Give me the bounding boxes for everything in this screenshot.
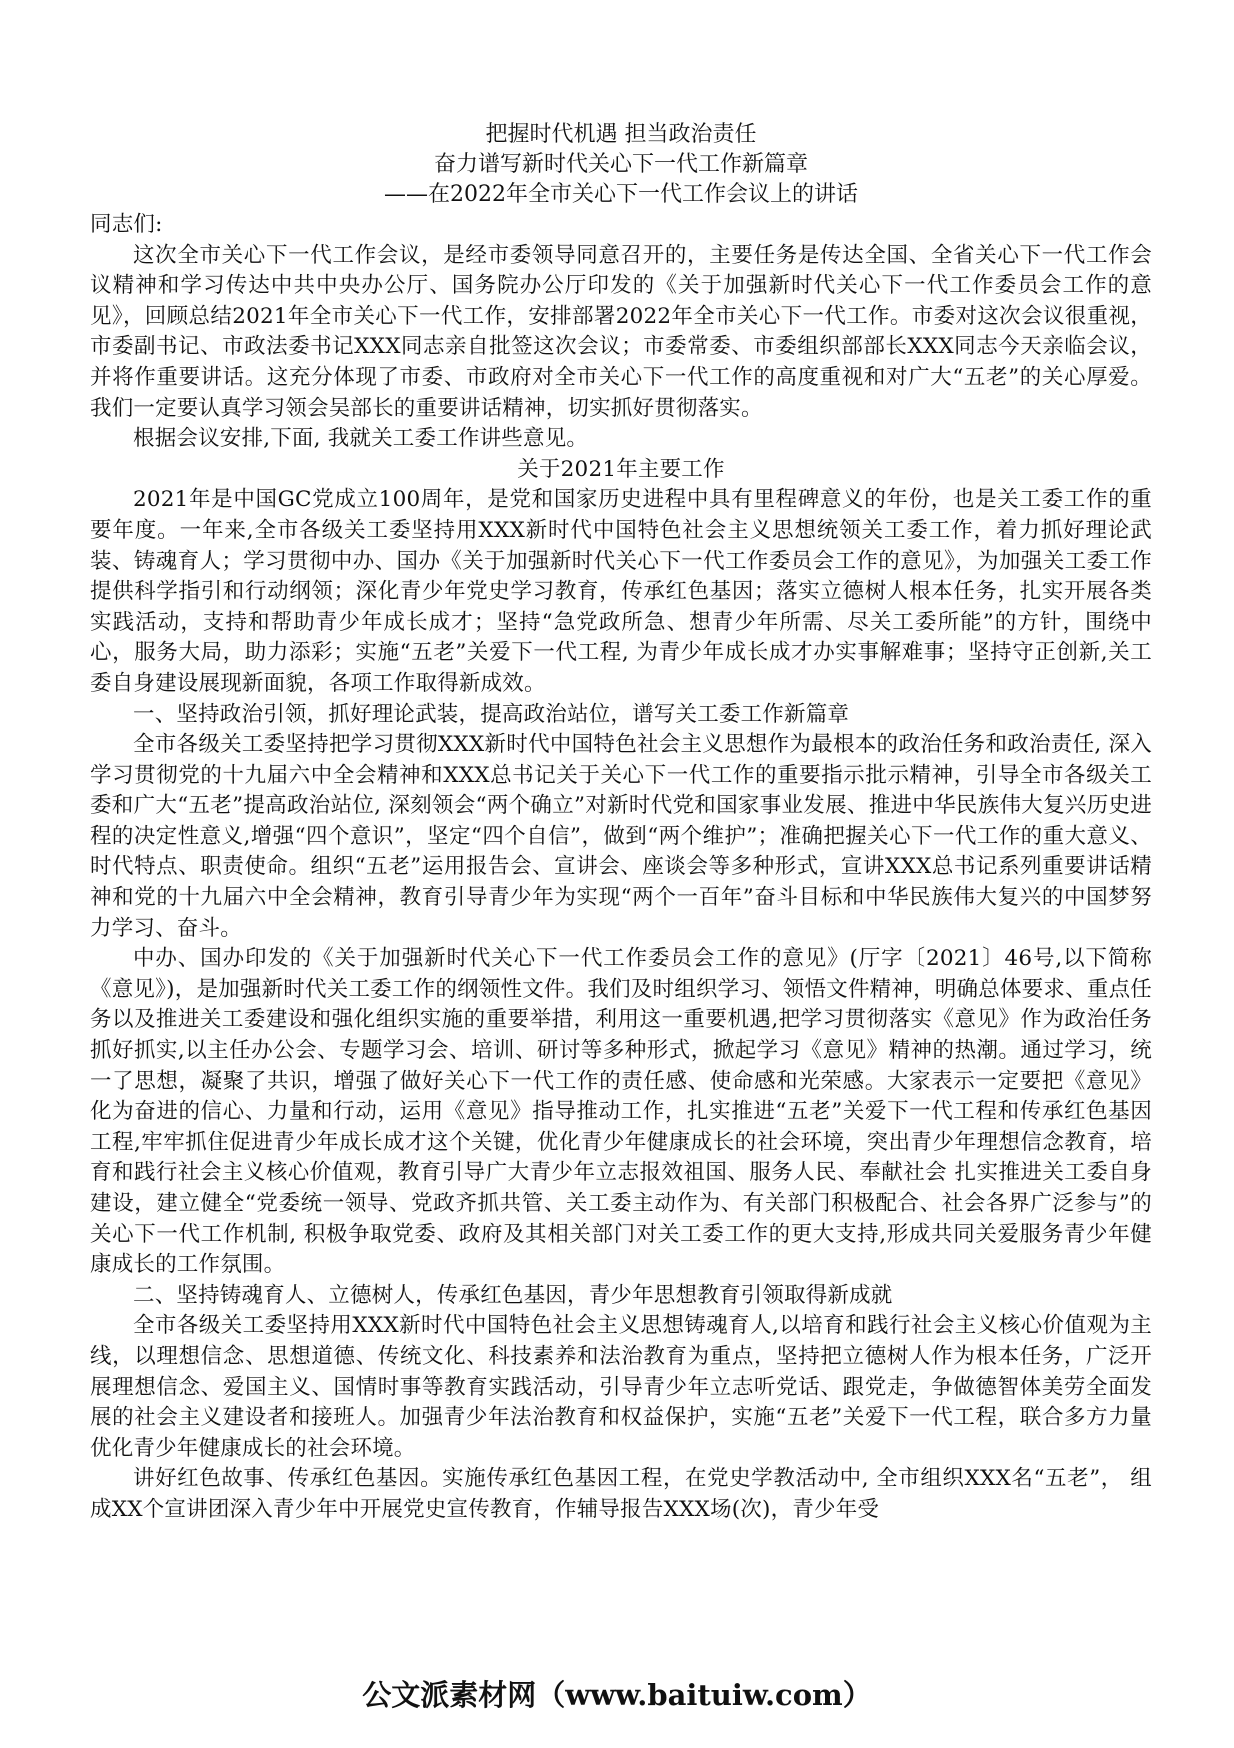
paragraph: 这次全市关心下一代工作会议，是经市委领导同意召开的，主要任务是传达全国、全省关心下一代工作会议精神和学习传达中共中央办公厅、国务院办公厅印发的《关于加强新时代关心下一代工作委员会工作的意见》，回顾总结2021年全市关心下一代工作，安排部署2022年全市关心下一代工作。市委对这次会议很重视，市委副书记、市政法委书记XXX同志亲自批签这次会议；市委常委、市委组织部部长XXX同志今天亲临会议，并将作重要讲话。这充分体现了市委、市政府对全市关心下一代工作的高度重视和对广大“五老”的关心厚爱。我们一定要认真学习领会吴部长的重要讲话精神，切实抓好贯彻落实。 bbox=[90, 242, 1152, 421]
paragraph: 2021年是中国GC党成立100周年，是党和国家历史进程中具有里程碑意义的年份，也是关工委工作的重要年度。一年来,全市各级关工委坚持用XXX新时代中国特色社会主义思想统领关工委工作，着力抓好理论武装、铸魂育人；学习贯彻中办、国办《关于加强新时代关心下一代工作委员会工作的意见》，为加强关工委工作提供科学指引和行动纲领；深化青少年党史学习教育，传承红色基因；落实立德树人根本任务，扎实开展各类实践活动，支持和帮助青少年成长成才；坚持“急党政所急、想青少年所需、尽关工委所能”的方针，围绕中心，服务大局，助力添彩；实施“五老”关爱下一代工程, 为青少年成长成才办实事解难事；坚持守正创新,关工委自身建设展现新面貌，各项工作取得新成效。 bbox=[90, 487, 1152, 696]
subheading: 一、坚持政治引领，抓好理论武装，提高政治站位，谱写关工委工作新篇章 bbox=[133, 701, 850, 727]
paragraph: 全市各级关工委坚持用XXX新时代中国特色社会主义思想铸魂育人,以培育和践行社会主义核心价值观为主线，以理想信念、思想道德、传统文化、科技素养和法治教育为重点，坚持把立德树人作为根本任务，广泛开展理想信念、爱国主义、国情时事等教育实践活动，引导青少年立志听党话、跟党走，争做德智体美劳全面发展的社会主义建设者和接班人。加强青少年法治教育和权益保护，实施“五老”关爱下一代工程，联合多方力量优化青少年健康成长的社会环境。 bbox=[90, 1313, 1152, 1461]
paragraph: 中办、国办印发的《关于加强新时代关心下一代工作委员会工作的意见》(厅字〔2021〕46号,以下简称《意见》)，是加强新时代关工委工作的纲领性文件。我们及时组织学习、领悟文件精神，明确总体要求、重点任务以及推进关工委建设和强化组织实施的重要举措，利用这一重要机遇,把学习贯彻落实《意见》作为政治任务抓好抓实,以主任办公会、专题学习会、培训、研讨等多种形式，掀起学习《意见》精神的热潮。通过学习，统一了思想，凝聚了共识，增强了做好关心下一代工作的责任感、使命感和光荣感。大家表示一定要把《意见》化为奋进的信心、力量和行动，运用《意见》指导推动工作，扎实推进“五老”关爱下一代工程和传承红色基因工程,牢牢抓住促进青少年成长成才这个关键，优化青少年健康成长的社会环境，突出青少年理想信念教育，培育和践行社会主义核心价值观，教育引导广大青少年立志报效祖国、服务人民、奉献社会 扎实推进关工委自身建设，建立健全“党委统一领导、党政齐抓共管、关工委主动作为、有关部门积极配合、社会各界广泛参与”的关心下一代工作机制, 积极争取党委、政府及其相关部门对关工委工作的更大支持,形成共同关爱服务青少年健康成长的工作氛围。 bbox=[90, 946, 1152, 1278]
salutation: 同志们: bbox=[90, 212, 163, 237]
paragraph: 讲好红色故事、传承红色基因。实施传承红色基因工程，在党史学教活动中, 全市组织XXX名“五老”， 组成XX个宣讲团深入青少年中开展党史宣传教育，作辅导报告XXX场(次)，青少年受 bbox=[90, 1466, 1152, 1522]
footer-watermark: 公文派素材网（www.baituiw.com） bbox=[362, 1678, 872, 1712]
paragraph: 根据会议安排,下面, 我就关工委工作讲些意见。 bbox=[133, 426, 589, 452]
paragraph: 全市各级关工委坚持把学习贯彻XXX新时代中国特色社会主义思想作为最根本的政治任务和政治责任, 深入学习贯彻党的十九届六中全会精神和XXX总书记关于关心下一代工作的重要指示批示精神，引导全市各级关工委和广大“五老”提高政治站位, 深刻领会“两个确立”对新时代党和国家事业发展、推进中华民族伟大复兴历史进程的决定性意义,增强“四个意识”，坚定“四个自信”，做到“两个维护”；准确把握关心下一代工作的重大意义、时代特点、职责使命。组织“五老”运用报告会、宣讲会、座谈会等多种形式，宣讲XXX总书记系列重要讲话精神和党的十九届六中全会精神，教育引导青少年为实现“两个一百年”奋斗目标和中华民族伟大复兴的中国梦努力学习、奋斗。 bbox=[90, 732, 1152, 941]
title-line-3: ——在2022年全市关心下一代工作会议上的讲话 bbox=[384, 182, 858, 207]
section-heading: 关于2021年主要工作 bbox=[517, 456, 725, 482]
subheading: 二、坚持铸魂育人、立德树人，传承红色基因，青少年思想教育引领取得新成就 bbox=[133, 1282, 893, 1308]
title-line-2: 奋力谱写新时代关心下一代工作新篇章 bbox=[433, 152, 808, 177]
document-body bbox=[90, 120, 1152, 1526]
title-line-1: 把握时代机遇 担当政治责任 bbox=[485, 122, 757, 147]
